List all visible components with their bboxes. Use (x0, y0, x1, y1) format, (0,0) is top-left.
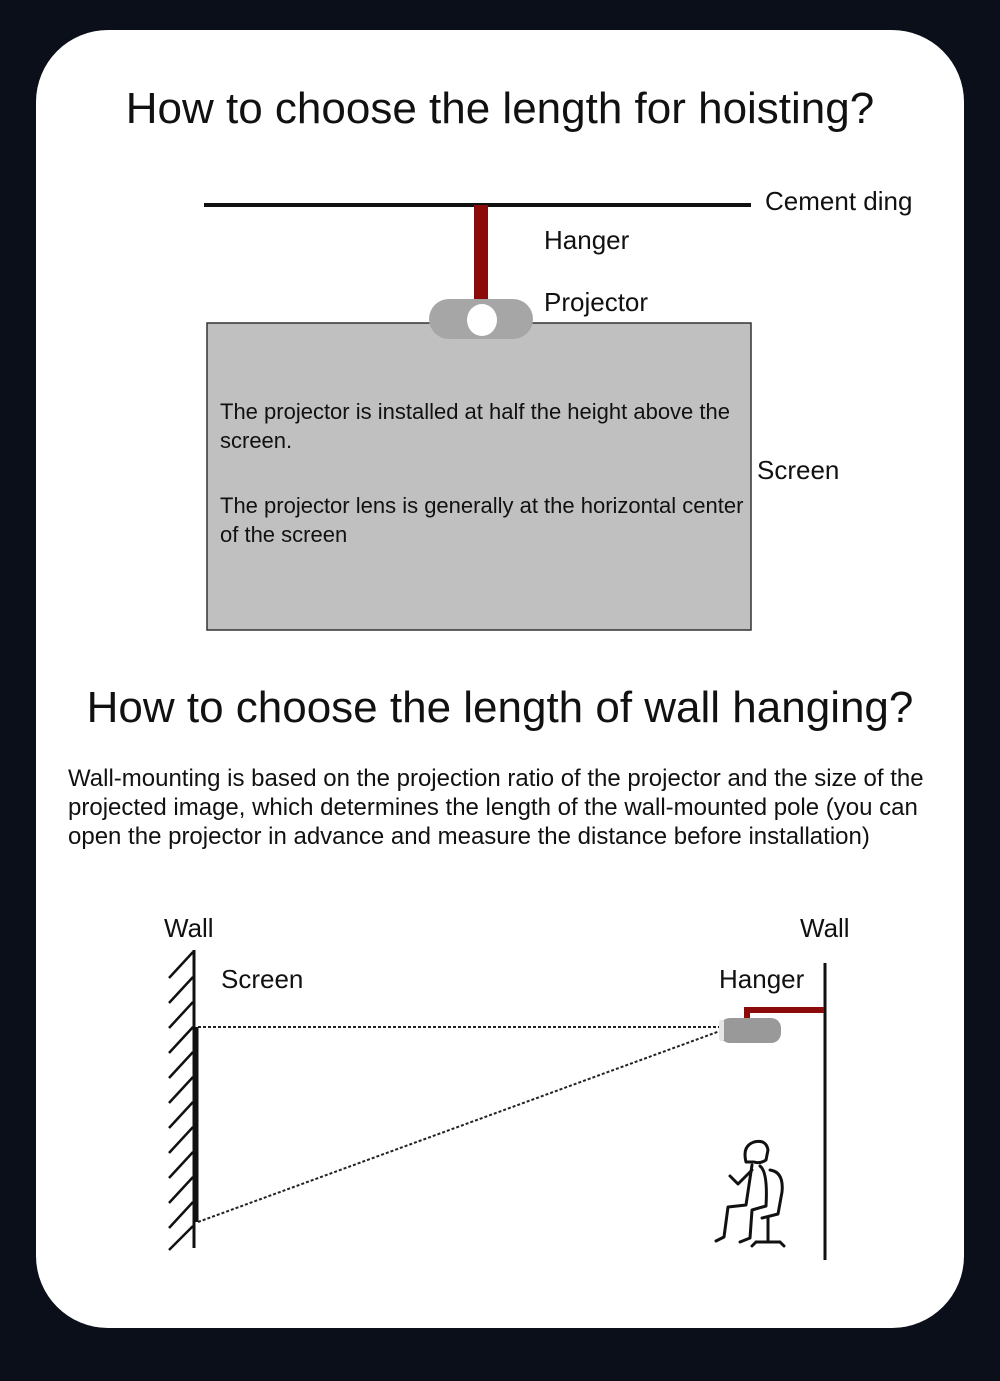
screen-note-height: The projector is installed at half the height above the screen. (220, 399, 730, 453)
wall-projector-body (720, 1018, 781, 1043)
screen-note-center: The projector lens is generally at the horizontal center of the screen (220, 493, 744, 547)
hoisting-title: How to choose the length for hoisting? (125, 84, 875, 133)
screen-box (207, 323, 751, 630)
left-wall-hatching (169, 952, 193, 1250)
seated-person-icon (716, 1141, 784, 1246)
wall-projector-lens (719, 1020, 724, 1041)
screen-label: Screen (757, 455, 840, 485)
wall-hanger-label: Hanger (719, 964, 805, 994)
wall-hanging-title: How to choose the length of wall hanging? (86, 683, 914, 732)
left-wall-label: Wall (164, 913, 214, 943)
projector-label: Projector (544, 287, 649, 317)
wall-screen-label: Screen (221, 964, 304, 994)
projector-lens (467, 304, 497, 336)
ceiling-label: Cement ding (765, 186, 913, 216)
projection-beam-bottom (198, 1031, 720, 1222)
wall-hanging-description: Wall-mounting is based on the projection ratio of the projector and the size of the projected image, which determines the length of the wall-mounted pole (you can open the projector in advance and measure the distance before installation) (68, 765, 924, 850)
right-wall-label: Wall (800, 913, 850, 943)
ceiling-hanger-rod (474, 205, 488, 301)
hanger-label: Hanger (544, 225, 630, 255)
